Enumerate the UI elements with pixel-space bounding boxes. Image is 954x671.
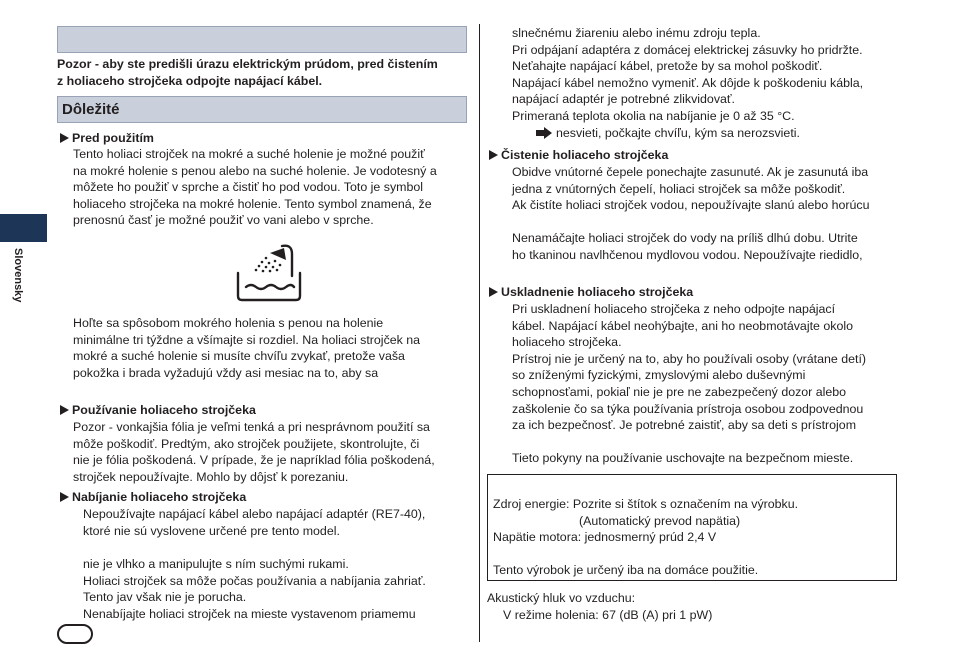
charging-text-2: nie je vlhko a manipulujte s ním suchými rukami. Holiaci strojček sa môže počas používania a nabíjania zahriať. Tento jav však nie je porucha. Nenabíjajte holiaci strojček na mieste vystavenom priamemu	[83, 557, 426, 621]
charging-continued-text: slnečnému žiareniu alebo inému zdroju tepla. Pri odpájaní adaptéra z domácej elektrickej zásuvky ho pridržte. Neťahajte napájací kábel, pretože by sa mohol poškodiť. Napájací kábel nemožno vymeniť. Ak dôjde k poškodeniu kábla, napájací adaptér je potrebné zlikvidovať. Primeraná teplota okolia na nabíjanie je 0 až 35 °C.	[512, 26, 864, 123]
arrow-right-icon	[60, 405, 69, 415]
spec-power: Zdroj energie: Pozrite si štítok s označením na výrobku.	[493, 497, 799, 511]
using-heading: Používanie holiaceho strojčeka	[60, 402, 256, 419]
page-number-oval	[57, 624, 93, 644]
language-label: Slovensky	[12, 248, 24, 303]
spec-home-use: Tento výrobok je určený iba na domáce použitie.	[493, 563, 759, 577]
before-use-heading: Pred použitím	[60, 130, 154, 147]
column-divider	[479, 24, 480, 642]
storage-text: Pri uskladnení holiaceho strojčeka z neho odpojte napájací kábel. Napájací kábel neohýbajte, ani ho neobmotávajte okolo holiaceho strojčeka. Prístroj nie je určený na to, aby ho používali osoby (vrátane detí) so zníženými fyzickými, zmyslovými alebo duševnými schopnosťami, pokiaľ nie je pre ne zabezpečený dozor alebo zaškolenie čo sa týka používania prístroja osobou zodpovednou za ich bezpečnosť. Je potrebné zaistiť, aby sa deti s prístrojom	[512, 302, 867, 433]
arrow-right-icon	[60, 492, 69, 502]
arrow-right-icon	[489, 150, 498, 160]
using-text: Pozor - vonkajšia fólia je veľmi tenká a pri nesprávnom použití sa môže poškodiť. Predtým, ako strojček použijete, skontrolujte, či nie je fólia poškodená. V prípade, že je napríklad fólia poškodená, strojček nepoužívajte. Mohlo by dôjsť k porezaniu.	[73, 420, 435, 484]
storage-heading: Uskladnenie holiaceho strojčeka	[489, 284, 693, 301]
before-use-text: Tento holiaci strojček na mokré a suché holenie je možné použiť na mokré holenie s penou alebo na suché holenie. Je vodotesný a môžete ho použiť v sprche a čistiť ho pod vodou. Toto je symbol holiaceho strojčeka na mokré holenie. Tento symbol znamená, že prenosnú časť je možné použiť vo vani alebo v sprche.	[73, 147, 437, 228]
cleaning-text-2: Nenamáčajte holiaci strojček do vody na príliš dlhú dobu. Utrite ho tkaninou navlhčenou mydlovou vodou. Nepoužívajte riedidlo,	[512, 231, 863, 262]
important-heading-bar	[57, 96, 467, 123]
charging-heading: Nabíjanie holiaceho strojčeka	[60, 489, 246, 506]
before-use-text-2: Hoľte sa spôsobom mokrého holenia s penou na holenie minimálne tri týždne a všímajte si rozdiel. Na holiaci strojček na mokré a suché holenie si musíte chvíľu zvykať, pretože vaša pokožka i brada vyžadujú vždy asi mesiac na to, aby sa	[73, 316, 421, 380]
storage-keep-text: Tieto pokyny na používanie uschovajte na bezpečnom mieste.	[512, 451, 854, 465]
warning-text: Pozor - aby ste predišli úrazu elektrickým prúdom, pred čistením z holiaceho strojčeka odpojte napájací kábel.	[57, 57, 438, 88]
charging-text: Nepoužívajte napájací kábel alebo napájací adaptér (RE7-40), ktoré nie sú vyslovene určené pre tento model.	[83, 507, 426, 538]
spec-motor: Napätie motora: jednosmerný prúd 2,4 V	[493, 530, 717, 544]
cleaning-heading: Čistenie holiaceho strojčeka	[489, 147, 668, 164]
hand-arrow-icon	[536, 127, 552, 144]
arrow-right-icon	[60, 133, 69, 143]
spec-power-note: (Automatický prevod napätia)	[579, 514, 741, 528]
cleaning-text: Obidve vnútorné čepele ponechajte zasunuté. Ak je zasunutá iba jedna z vnútorných čepelí, holiaci strojček sa môže poškodiť. Ak čistíte holiaci strojček vodou, nepoužívajte slanú alebo horúcu	[512, 165, 870, 213]
important-heading: Dôležité	[62, 101, 120, 118]
specs-box	[487, 474, 897, 581]
arrow-right-icon	[489, 287, 498, 297]
top-header-bar	[57, 26, 467, 53]
charging-arrow-line: nesvieti, počkajte chvíľu, kým sa nerozsvieti.	[536, 125, 800, 144]
noise-value: V režime holenia: 67 (dB (A) pri 1 pW)	[503, 608, 713, 622]
language-side-tab	[0, 214, 47, 242]
bath-shower-icon	[236, 242, 304, 302]
noise-label: Akustický hluk vo vzduchu:	[487, 591, 636, 605]
